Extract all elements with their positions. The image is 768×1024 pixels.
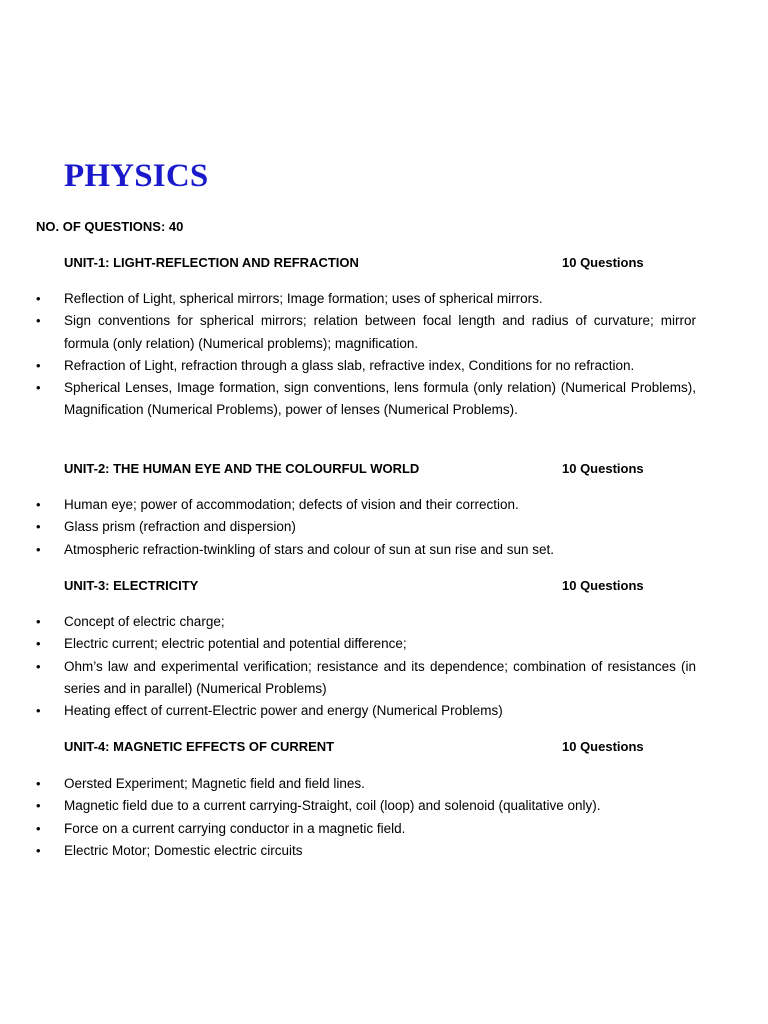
topic-text: Electric current; electric potential and potential difference; [64,636,407,652]
bullet-icon: • [36,497,41,512]
bullet-icon: • [36,820,41,836]
bullet-icon: • [36,614,41,629]
topic-item [36,840,696,862]
topic-text: Heating effect of current-Electric power and energy (Numerical Problems) [64,703,503,719]
page-title: PHYSICS [64,158,209,194]
topic-text: Human eye; power of accommodation; defects of vision and their correction. [64,497,519,512]
bullet-icon: • [36,380,41,396]
bullet-icon: • [36,798,41,814]
unit-3-topic-list [36,611,696,722]
number-of-questions: NO. OF QUESTIONS: 40 [36,219,184,234]
unit-1-topic-list [36,288,696,422]
bullet-icon: • [36,636,41,652]
unit-question-count: 10 Questions [562,461,644,476]
unit-title: UNIT-2: THE HUMAN EYE AND THE COLOURFUL WORLD [64,461,420,476]
topic-text: Concept of electric charge; [64,614,225,629]
unit-question-count: 10 Questions [562,739,644,754]
bullet-icon: • [36,357,41,373]
bullet-icon: • [36,842,41,858]
topic-text: Electric Motor; Domestic electric circuits [64,842,303,858]
bullet-icon: • [36,703,41,719]
topic-item [36,288,696,310]
unit-question-count: 10 Questions [562,578,644,593]
topic-item [36,633,696,655]
bullet-icon: • [36,313,41,329]
topic-text: Oersted Experiment; Magnetic field and field lines. [64,776,365,791]
bullet-icon: • [36,291,41,306]
topic-item [36,310,696,355]
bullet-icon: • [36,519,41,535]
topic-item [36,516,696,538]
unit-question-count: 10 Questions [562,255,644,270]
topic-item [36,539,696,561]
topic-text: Refraction of Light, refraction through a glass slab, refractive index, Conditions for no refraction. [64,357,635,373]
topic-item [36,773,696,795]
topic-item [36,494,696,516]
topic-item [36,818,696,840]
topic-item [36,355,696,377]
unit-title: UNIT-4: MAGNETIC EFFECTS OF CURRENT [64,739,335,754]
topic-text: Reflection of Light, spherical mirrors; Image formation; uses of spherical mirrors. [64,291,543,306]
unit-4-topic-list [36,773,696,862]
unit-title: UNIT-1: LIGHT-REFLECTION AND REFRACTION [64,255,359,270]
topic-text: Force on a current carrying conductor in a magnetic field. [64,820,406,836]
topic-text: Atmospheric refraction-twinkling of stars and colour of sun at sun rise and sun set. [64,541,554,557]
unit-3-heading [64,578,654,598]
bullet-icon: • [36,658,41,674]
topic-text: Ohm’s law and experimental verification; resistance and its dependence; combination of resistances (in series and in parallel) (Numerical Problems) [64,658,696,696]
unit-1-heading [64,255,654,275]
bullet-icon: • [36,776,41,791]
topic-item [36,611,696,633]
bullet-icon: • [36,541,41,557]
unit-title: UNIT-3: ELECTRICITY [64,578,199,593]
unit-4-heading [64,739,654,759]
topic-item [36,377,696,422]
unit-2-topic-list [36,494,696,561]
unit-2-heading [64,461,654,481]
topic-item [36,656,696,701]
topic-text: Sign conventions for spherical mirrors; relation between focal length and radius of curvature; mirror formula (only relation) (Numerical problems); magnification. [64,313,696,351]
topic-item [36,795,696,817]
topic-text: Magnetic field due to a current carrying-Straight, coil (loop) and solenoid (qualitative only). [64,798,601,814]
topic-text: Spherical Lenses, Image formation, sign conventions, lens formula (only relation) (Numerical Problems), Magnification (Numerical Problems), power of lenses (Numerical Problems). [64,380,696,418]
topic-text: Glass prism (refraction and dispersion) [64,519,296,535]
topic-item [36,700,696,722]
